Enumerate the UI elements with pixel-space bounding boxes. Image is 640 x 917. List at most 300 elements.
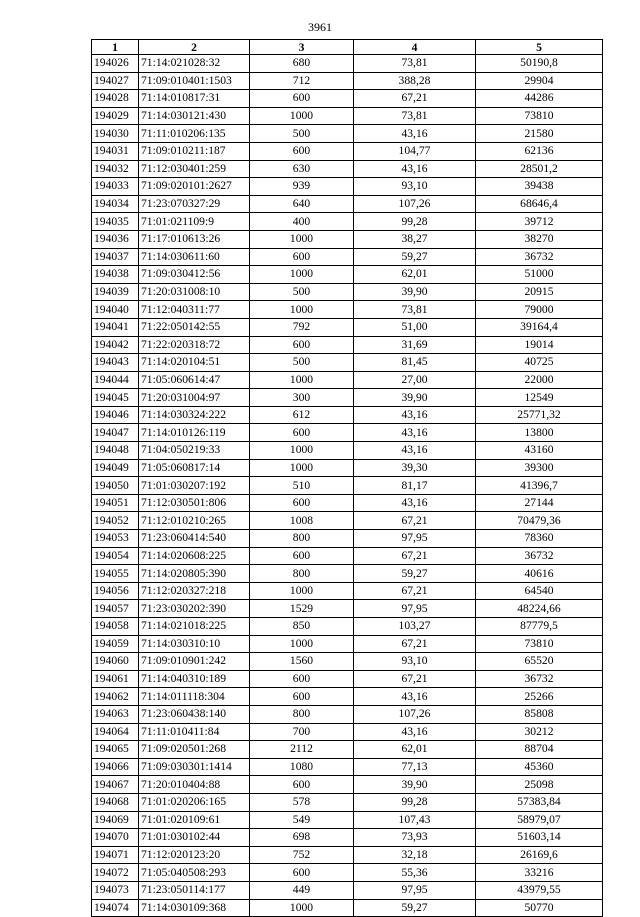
cell-col-2: 71:09:030301:1414 xyxy=(139,758,250,776)
cell-col-3: 549 xyxy=(250,811,354,829)
table-row xyxy=(92,723,603,741)
cell-col-3: 1080 xyxy=(250,758,354,776)
cell-col-4: 32,18 xyxy=(354,846,476,864)
table-row xyxy=(92,72,603,90)
table-row xyxy=(92,354,603,372)
cell-col-3: 800 xyxy=(250,565,354,583)
cell-col-1: 194034 xyxy=(92,195,139,213)
cell-col-4: 43,16 xyxy=(354,424,476,442)
cell-col-3: 1529 xyxy=(250,600,354,618)
cell-col-4: 59,27 xyxy=(354,899,476,917)
table-row xyxy=(92,653,603,671)
registry-table xyxy=(91,39,603,917)
cell-col-4: 107,26 xyxy=(354,195,476,213)
table-row xyxy=(92,600,603,618)
cell-col-2: 71:14:011118:304 xyxy=(139,688,250,706)
table-row xyxy=(92,442,603,460)
cell-col-5: 29904 xyxy=(476,72,603,90)
table-row xyxy=(92,582,603,600)
column-header-3: 3 xyxy=(250,40,354,55)
cell-col-5: 13800 xyxy=(476,424,603,442)
cell-col-1: 194054 xyxy=(92,547,139,565)
cell-col-2: 71:14:030109:368 xyxy=(139,899,250,917)
table-row xyxy=(92,618,603,636)
table-row xyxy=(92,670,603,688)
cell-col-2: 71:14:020805:390 xyxy=(139,565,250,583)
cell-col-2: 71:23:070327:29 xyxy=(139,195,250,213)
cell-col-2: 71:14:010817:31 xyxy=(139,90,250,108)
cell-col-5: 78360 xyxy=(476,530,603,548)
cell-col-1: 194053 xyxy=(92,530,139,548)
cell-col-5: 39164,4 xyxy=(476,318,603,336)
table-row xyxy=(92,301,603,319)
table-row xyxy=(92,213,603,231)
cell-col-2: 71:09:010901:242 xyxy=(139,653,250,671)
cell-col-5: 88704 xyxy=(476,741,603,759)
table-row xyxy=(92,125,603,143)
cell-col-2: 71:12:020123:20 xyxy=(139,846,250,864)
cell-col-5: 26169,6 xyxy=(476,846,603,864)
cell-col-5: 85808 xyxy=(476,705,603,723)
cell-col-5: 43979,55 xyxy=(476,881,603,899)
cell-col-1: 194071 xyxy=(92,846,139,864)
table-row xyxy=(92,547,603,565)
cell-col-1: 194061 xyxy=(92,670,139,688)
table-row xyxy=(92,230,603,248)
table-row xyxy=(92,371,603,389)
cell-col-5: 62136 xyxy=(476,142,603,160)
cell-col-4: 43,16 xyxy=(354,494,476,512)
cell-col-1: 194055 xyxy=(92,565,139,583)
cell-col-1: 194042 xyxy=(92,336,139,354)
cell-col-3: 600 xyxy=(250,248,354,266)
cell-col-3: 698 xyxy=(250,829,354,847)
cell-col-4: 107,43 xyxy=(354,811,476,829)
cell-col-1: 194026 xyxy=(92,55,139,73)
cell-col-5: 25771,32 xyxy=(476,406,603,424)
cell-col-4: 43,16 xyxy=(354,406,476,424)
table-row xyxy=(92,741,603,759)
cell-col-5: 44286 xyxy=(476,90,603,108)
cell-col-2: 71:14:021028:32 xyxy=(139,55,250,73)
cell-col-3: 800 xyxy=(250,705,354,723)
cell-col-1: 194045 xyxy=(92,389,139,407)
table-row xyxy=(92,829,603,847)
cell-col-5: 40725 xyxy=(476,354,603,372)
cell-col-1: 194044 xyxy=(92,371,139,389)
cell-col-3: 600 xyxy=(250,688,354,706)
cell-col-3: 712 xyxy=(250,72,354,90)
cell-col-3: 300 xyxy=(250,389,354,407)
cell-col-2: 71:14:021018:225 xyxy=(139,618,250,636)
cell-col-2: 71:14:030121:430 xyxy=(139,107,250,125)
cell-col-2: 71:23:030202:390 xyxy=(139,600,250,618)
cell-col-1: 194066 xyxy=(92,758,139,776)
cell-col-2: 71:12:020327:218 xyxy=(139,582,250,600)
cell-col-5: 45360 xyxy=(476,758,603,776)
table-body xyxy=(92,55,603,917)
cell-col-3: 1000 xyxy=(250,459,354,477)
cell-col-5: 40616 xyxy=(476,565,603,583)
cell-col-4: 43,16 xyxy=(354,125,476,143)
cell-col-5: 41396,7 xyxy=(476,477,603,495)
cell-col-1: 194043 xyxy=(92,354,139,372)
cell-col-2: 71:01:030102:44 xyxy=(139,829,250,847)
cell-col-4: 97,95 xyxy=(354,600,476,618)
cell-col-2: 71:14:020608:225 xyxy=(139,547,250,565)
table-row xyxy=(92,899,603,917)
cell-col-5: 58979,07 xyxy=(476,811,603,829)
cell-col-1: 194065 xyxy=(92,741,139,759)
cell-col-3: 500 xyxy=(250,354,354,372)
table-row xyxy=(92,195,603,213)
cell-col-4: 39,90 xyxy=(354,776,476,794)
column-header-2: 2 xyxy=(139,40,250,55)
cell-col-4: 73,81 xyxy=(354,55,476,73)
cell-col-5: 64540 xyxy=(476,582,603,600)
cell-col-4: 73,81 xyxy=(354,301,476,319)
cell-col-1: 194039 xyxy=(92,283,139,301)
cell-col-1: 194036 xyxy=(92,230,139,248)
table-row xyxy=(92,846,603,864)
cell-col-4: 31,69 xyxy=(354,336,476,354)
cell-col-1: 194030 xyxy=(92,125,139,143)
cell-col-4: 67,21 xyxy=(354,90,476,108)
cell-col-2: 71:14:020104:51 xyxy=(139,354,250,372)
cell-col-3: 600 xyxy=(250,670,354,688)
cell-col-4: 388,28 xyxy=(354,72,476,90)
table-row xyxy=(92,776,603,794)
cell-col-3: 680 xyxy=(250,55,354,73)
cell-col-2: 71:17:010613:26 xyxy=(139,230,250,248)
cell-col-1: 194057 xyxy=(92,600,139,618)
cell-col-2: 71:12:040311:77 xyxy=(139,301,250,319)
cell-col-2: 71:01:021109:9 xyxy=(139,213,250,231)
cell-col-1: 194070 xyxy=(92,829,139,847)
cell-col-5: 36732 xyxy=(476,248,603,266)
cell-col-1: 194047 xyxy=(92,424,139,442)
cell-col-5: 38270 xyxy=(476,230,603,248)
table-row xyxy=(92,142,603,160)
cell-col-1: 194060 xyxy=(92,653,139,671)
cell-col-2: 71:23:060438:140 xyxy=(139,705,250,723)
cell-col-4: 99,28 xyxy=(354,213,476,231)
table-row xyxy=(92,565,603,583)
cell-col-1: 194067 xyxy=(92,776,139,794)
cell-col-1: 194062 xyxy=(92,688,139,706)
cell-col-5: 21580 xyxy=(476,125,603,143)
cell-col-2: 71:20:031004:97 xyxy=(139,389,250,407)
cell-col-3: 792 xyxy=(250,318,354,336)
cell-col-5: 70479,36 xyxy=(476,512,603,530)
cell-col-1: 194031 xyxy=(92,142,139,160)
cell-col-5: 39300 xyxy=(476,459,603,477)
table-row xyxy=(92,55,603,73)
cell-col-2: 71:12:030401:259 xyxy=(139,160,250,178)
cell-col-3: 1000 xyxy=(250,442,354,460)
cell-col-5: 19014 xyxy=(476,336,603,354)
cell-col-1: 194048 xyxy=(92,442,139,460)
cell-col-5: 65520 xyxy=(476,653,603,671)
table-row xyxy=(92,811,603,829)
cell-col-3: 1000 xyxy=(250,301,354,319)
cell-col-3: 578 xyxy=(250,793,354,811)
column-header-4: 4 xyxy=(354,40,476,55)
cell-col-5: 51000 xyxy=(476,266,603,284)
cell-col-3: 510 xyxy=(250,477,354,495)
cell-col-3: 800 xyxy=(250,530,354,548)
cell-col-5: 43160 xyxy=(476,442,603,460)
cell-col-2: 71:22:020318:72 xyxy=(139,336,250,354)
cell-col-2: 71:11:010206:135 xyxy=(139,125,250,143)
cell-col-2: 71:20:031008:10 xyxy=(139,283,250,301)
column-header-5: 5 xyxy=(476,40,603,55)
cell-col-2: 71:20:010404:88 xyxy=(139,776,250,794)
cell-col-5: 73810 xyxy=(476,635,603,653)
cell-col-1: 194028 xyxy=(92,90,139,108)
cell-col-2: 71:05:040508:293 xyxy=(139,864,250,882)
cell-col-2: 71:14:030324:222 xyxy=(139,406,250,424)
cell-col-3: 1000 xyxy=(250,635,354,653)
cell-col-5: 36732 xyxy=(476,670,603,688)
table-row xyxy=(92,90,603,108)
cell-col-4: 67,21 xyxy=(354,512,476,530)
cell-col-4: 103,27 xyxy=(354,618,476,636)
cell-col-1: 194027 xyxy=(92,72,139,90)
table-row xyxy=(92,459,603,477)
cell-col-5: 25098 xyxy=(476,776,603,794)
cell-col-4: 59,27 xyxy=(354,248,476,266)
cell-col-1: 194046 xyxy=(92,406,139,424)
cell-col-5: 57383,84 xyxy=(476,793,603,811)
table-row xyxy=(92,494,603,512)
table-row xyxy=(92,336,603,354)
cell-col-3: 400 xyxy=(250,213,354,231)
cell-col-1: 194038 xyxy=(92,266,139,284)
cell-col-3: 700 xyxy=(250,723,354,741)
cell-col-1: 194059 xyxy=(92,635,139,653)
cell-col-1: 194035 xyxy=(92,213,139,231)
cell-col-4: 67,21 xyxy=(354,635,476,653)
cell-col-3: 600 xyxy=(250,547,354,565)
cell-col-4: 39,30 xyxy=(354,459,476,477)
cell-col-1: 194029 xyxy=(92,107,139,125)
cell-col-3: 850 xyxy=(250,618,354,636)
cell-col-2: 71:14:040310:189 xyxy=(139,670,250,688)
cell-col-3: 1000 xyxy=(250,899,354,917)
cell-col-2: 71:14:010126:119 xyxy=(139,424,250,442)
table-row xyxy=(92,178,603,196)
cell-col-3: 600 xyxy=(250,90,354,108)
cell-col-5: 50190,8 xyxy=(476,55,603,73)
cell-col-1: 194040 xyxy=(92,301,139,319)
cell-col-4: 104,77 xyxy=(354,142,476,160)
cell-col-2: 71:09:020101:2627 xyxy=(139,178,250,196)
table-row xyxy=(92,107,603,125)
cell-col-4: 67,21 xyxy=(354,670,476,688)
cell-col-5: 22000 xyxy=(476,371,603,389)
cell-col-2: 71:23:060414:540 xyxy=(139,530,250,548)
cell-col-1: 194037 xyxy=(92,248,139,266)
header-row xyxy=(92,40,603,55)
cell-col-4: 55,36 xyxy=(354,864,476,882)
cell-col-2: 71:05:060614:47 xyxy=(139,371,250,389)
cell-col-3: 1000 xyxy=(250,266,354,284)
cell-col-3: 600 xyxy=(250,864,354,882)
cell-col-2: 71:22:050142:55 xyxy=(139,318,250,336)
cell-col-4: 62,01 xyxy=(354,266,476,284)
cell-col-5: 27144 xyxy=(476,494,603,512)
table-row xyxy=(92,881,603,899)
cell-col-4: 51,00 xyxy=(354,318,476,336)
cell-col-2: 71:11:010411:84 xyxy=(139,723,250,741)
cell-col-3: 612 xyxy=(250,406,354,424)
cell-col-1: 194050 xyxy=(92,477,139,495)
table-row xyxy=(92,266,603,284)
cell-col-3: 1000 xyxy=(250,371,354,389)
cell-col-3: 1560 xyxy=(250,653,354,671)
cell-col-4: 73,81 xyxy=(354,107,476,125)
table-row xyxy=(92,248,603,266)
cell-col-4: 59,27 xyxy=(354,565,476,583)
cell-col-5: 20915 xyxy=(476,283,603,301)
table-row xyxy=(92,688,603,706)
cell-col-4: 81,17 xyxy=(354,477,476,495)
cell-col-3: 640 xyxy=(250,195,354,213)
table-row xyxy=(92,318,603,336)
cell-col-4: 43,16 xyxy=(354,160,476,178)
cell-col-4: 43,16 xyxy=(354,688,476,706)
table-row xyxy=(92,793,603,811)
cell-col-3: 600 xyxy=(250,336,354,354)
cell-col-3: 600 xyxy=(250,142,354,160)
cell-col-4: 62,01 xyxy=(354,741,476,759)
cell-col-4: 93,10 xyxy=(354,178,476,196)
table-row xyxy=(92,406,603,424)
column-header-1: 1 xyxy=(92,40,139,55)
table-row xyxy=(92,477,603,495)
cell-col-3: 1000 xyxy=(250,107,354,125)
cell-col-2: 71:14:030611:60 xyxy=(139,248,250,266)
cell-col-4: 67,21 xyxy=(354,582,476,600)
table-row xyxy=(92,635,603,653)
cell-col-5: 39712 xyxy=(476,213,603,231)
cell-col-3: 1000 xyxy=(250,230,354,248)
cell-col-3: 449 xyxy=(250,881,354,899)
cell-col-4: 43,16 xyxy=(354,442,476,460)
cell-col-4: 39,90 xyxy=(354,389,476,407)
cell-col-1: 194069 xyxy=(92,811,139,829)
cell-col-1: 194033 xyxy=(92,178,139,196)
table-row xyxy=(92,512,603,530)
table-row xyxy=(92,758,603,776)
cell-col-3: 600 xyxy=(250,494,354,512)
cell-col-4: 97,95 xyxy=(354,881,476,899)
cell-col-3: 500 xyxy=(250,283,354,301)
table-row xyxy=(92,864,603,882)
table-row xyxy=(92,530,603,548)
cell-col-5: 30212 xyxy=(476,723,603,741)
cell-col-1: 194063 xyxy=(92,705,139,723)
cell-col-5: 51603,14 xyxy=(476,829,603,847)
cell-col-4: 93,10 xyxy=(354,653,476,671)
cell-col-5: 79000 xyxy=(476,301,603,319)
cell-col-2: 71:01:020109:61 xyxy=(139,811,250,829)
cell-col-2: 71:01:020206:165 xyxy=(139,793,250,811)
cell-col-1: 194064 xyxy=(92,723,139,741)
cell-col-5: 39438 xyxy=(476,178,603,196)
cell-col-1: 194041 xyxy=(92,318,139,336)
cell-col-3: 1008 xyxy=(250,512,354,530)
cell-col-4: 81,45 xyxy=(354,354,476,372)
cell-col-3: 2112 xyxy=(250,741,354,759)
cell-col-4: 39,90 xyxy=(354,283,476,301)
cell-col-3: 500 xyxy=(250,125,354,143)
cell-col-2: 71:23:050114:177 xyxy=(139,881,250,899)
cell-col-5: 12549 xyxy=(476,389,603,407)
cell-col-2: 71:04:050219:33 xyxy=(139,442,250,460)
cell-col-5: 50770 xyxy=(476,899,603,917)
cell-col-2: 71:14:030310:10 xyxy=(139,635,250,653)
cell-col-3: 600 xyxy=(250,424,354,442)
cell-col-1: 194074 xyxy=(92,899,139,917)
cell-col-1: 194068 xyxy=(92,793,139,811)
cell-col-5: 36732 xyxy=(476,547,603,565)
cell-col-4: 73,93 xyxy=(354,829,476,847)
cell-col-2: 71:09:010211:187 xyxy=(139,142,250,160)
cell-col-4: 77,13 xyxy=(354,758,476,776)
cell-col-1: 194051 xyxy=(92,494,139,512)
cell-col-2: 71:05:060817:14 xyxy=(139,459,250,477)
cell-col-1: 194032 xyxy=(92,160,139,178)
cell-col-4: 107,26 xyxy=(354,705,476,723)
cell-col-5: 87779,5 xyxy=(476,618,603,636)
cell-col-5: 33216 xyxy=(476,864,603,882)
cell-col-4: 38,27 xyxy=(354,230,476,248)
cell-col-4: 43,16 xyxy=(354,723,476,741)
cell-col-1: 194058 xyxy=(92,618,139,636)
cell-col-2: 71:09:020501:268 xyxy=(139,741,250,759)
cell-col-5: 68646,4 xyxy=(476,195,603,213)
cell-col-2: 71:12:030501:806 xyxy=(139,494,250,512)
table-row xyxy=(92,389,603,407)
cell-col-1: 194049 xyxy=(92,459,139,477)
cell-col-3: 939 xyxy=(250,178,354,196)
cell-col-4: 27,00 xyxy=(354,371,476,389)
cell-col-5: 28501,2 xyxy=(476,160,603,178)
cell-col-3: 752 xyxy=(250,846,354,864)
cell-col-3: 600 xyxy=(250,776,354,794)
cell-col-3: 1000 xyxy=(250,582,354,600)
cell-col-1: 194073 xyxy=(92,881,139,899)
cell-col-2: 71:09:030412:56 xyxy=(139,266,250,284)
cell-col-3: 630 xyxy=(250,160,354,178)
table-row xyxy=(92,424,603,442)
page-number: 3961 xyxy=(308,20,332,34)
cell-col-1: 194056 xyxy=(92,582,139,600)
table-row xyxy=(92,160,603,178)
cell-col-4: 97,95 xyxy=(354,530,476,548)
cell-col-4: 67,21 xyxy=(354,547,476,565)
cell-col-2: 71:12:010210:265 xyxy=(139,512,250,530)
cell-col-1: 194072 xyxy=(92,864,139,882)
table-row xyxy=(92,283,603,301)
cell-col-4: 99,28 xyxy=(354,793,476,811)
cell-col-5: 25266 xyxy=(476,688,603,706)
table-row xyxy=(92,705,603,723)
cell-col-2: 71:09:010401:1503 xyxy=(139,72,250,90)
cell-col-1: 194052 xyxy=(92,512,139,530)
